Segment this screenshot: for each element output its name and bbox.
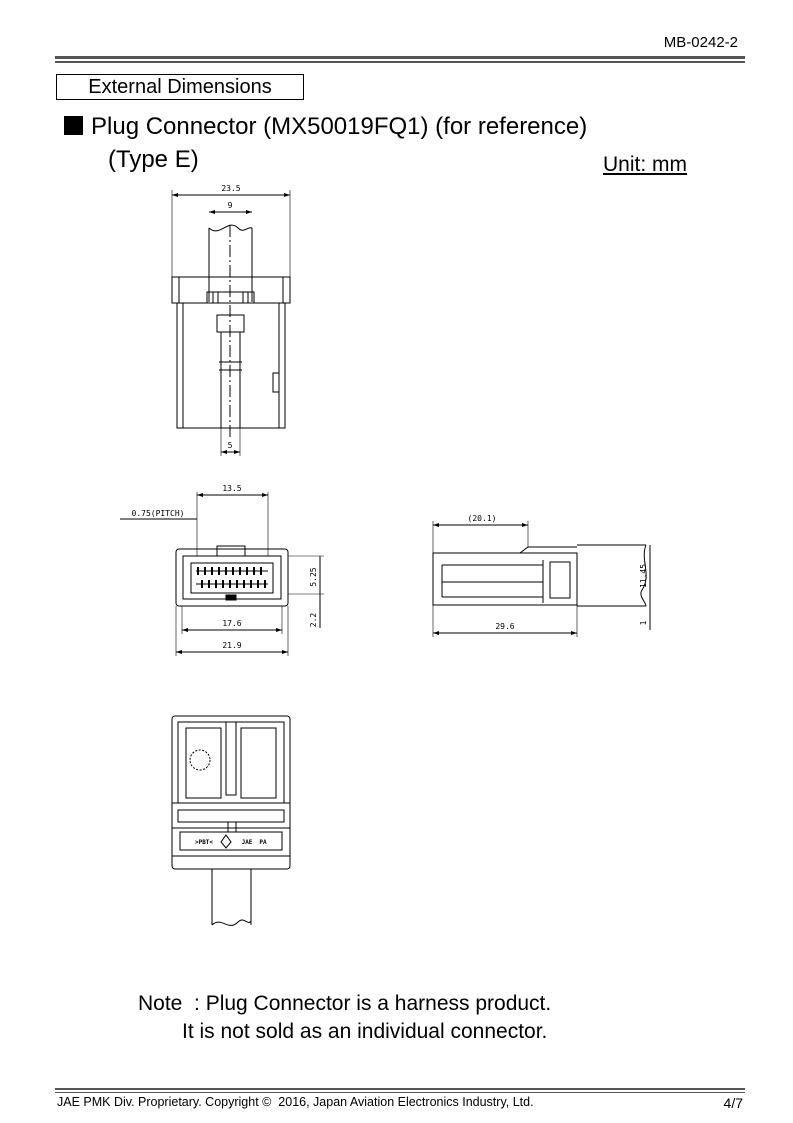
dim-front-bottom-b: 21.9	[222, 641, 242, 650]
marking-left: >PBT<	[194, 839, 214, 846]
marking-mid: JAE	[241, 839, 253, 846]
dim-side-top: (20.1)	[467, 514, 497, 523]
dim-top-bottom: 5	[227, 441, 233, 450]
dim-pitch: 0.75(PITCH)	[131, 509, 185, 518]
dim-side-right-b: 1	[639, 620, 648, 626]
dim-top-width: 23.5	[221, 184, 241, 193]
subheading: (Type E)	[108, 146, 199, 173]
note-line-2: It is not sold as an individual connector.	[182, 1020, 548, 1043]
marking-right: PA	[259, 839, 267, 846]
unit-label: Unit: mm	[603, 153, 687, 176]
footer-rule	[55, 1088, 745, 1090]
note-line-1: Note : Plug Connector is a harness product.	[138, 992, 552, 1015]
dim-side-bottom: 29.6	[495, 622, 515, 631]
dim-top-inner: 9	[227, 201, 233, 210]
page-number: 4/7	[723, 1095, 743, 1111]
bottom-view-drawing	[172, 716, 290, 925]
dim-front-right-a: 5.25	[309, 567, 318, 587]
dim-side-right-a: 11.45	[639, 563, 648, 589]
dim-front-bottom-a: 17.6	[222, 619, 242, 628]
document-number: MB-0242-2	[663, 34, 738, 51]
dimension-arrows	[172, 193, 577, 654]
dim-front-right-b: 2.2	[309, 612, 318, 628]
side-view-drawing	[433, 521, 650, 637]
footer-copyright: JAE PMK Div. Proprietary. Copyright © 2016, Japan Aviation Electronics Industry, Ltd.	[57, 1095, 534, 1109]
note	[138, 990, 551, 1046]
footer-rule-thin	[55, 1092, 745, 1093]
heading-text: Plug Connector (MX50019FQ1) (for reference)	[91, 113, 588, 140]
top-view-drawing	[172, 190, 290, 456]
section-title: External Dimensions	[56, 74, 304, 100]
dim-front-width: 13.5	[222, 484, 242, 493]
